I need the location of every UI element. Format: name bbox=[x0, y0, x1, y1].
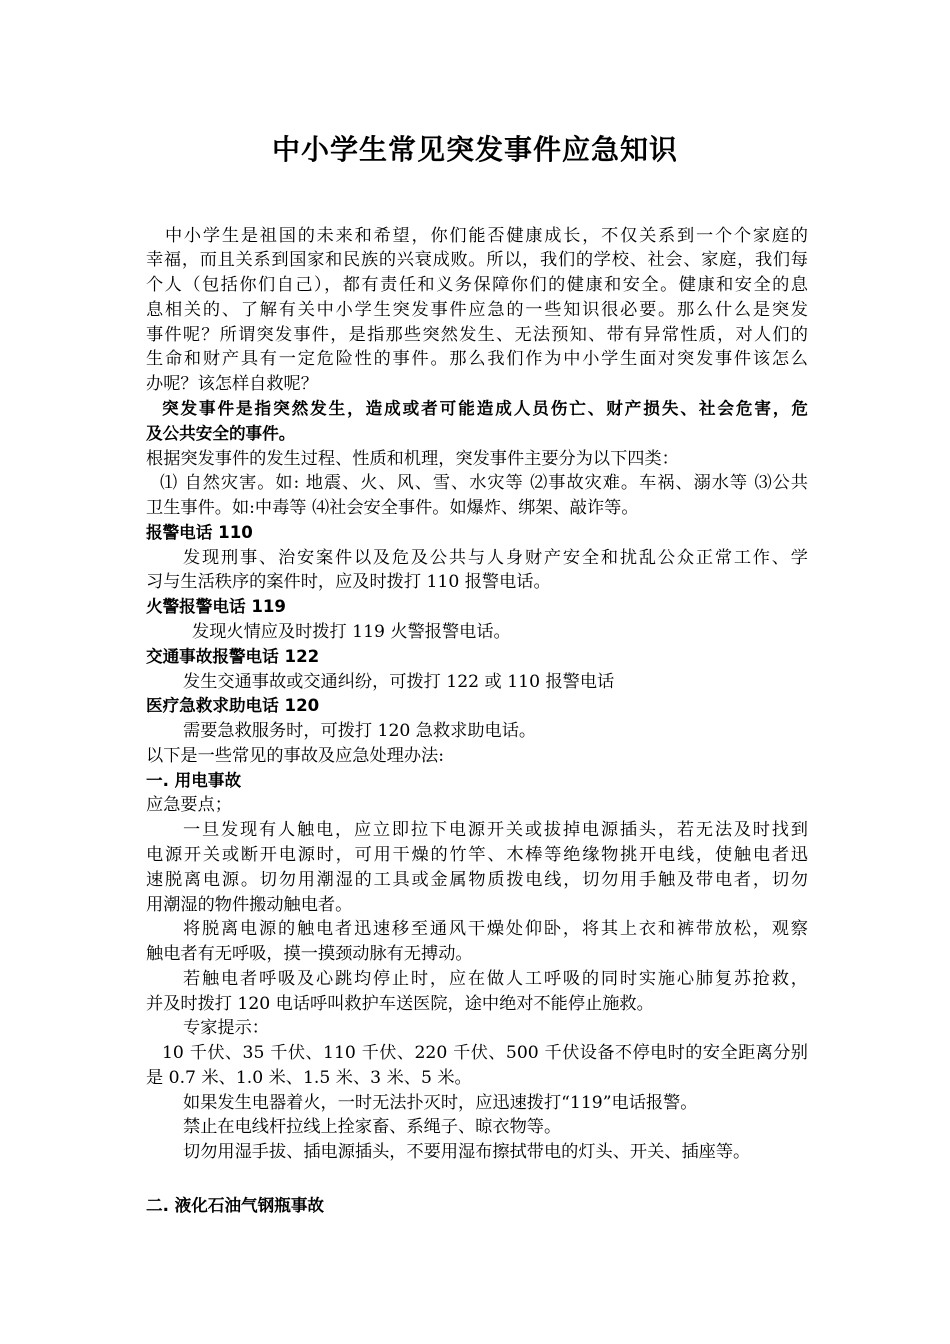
expert-text: 是 0.7 米、1.0 米、1.5 米、3 米、5 米。 bbox=[146, 1068, 472, 1088]
expert-label: 专家提示： bbox=[183, 1018, 269, 1038]
fire-text: 发现火情应及时拨打 119 火警报警电话。 bbox=[192, 622, 511, 642]
expert-text: 10 千伏、35 千伏、110 千伏、220 千伏、500 千伏设备不停电时的安全距离分别 bbox=[162, 1043, 808, 1063]
medical-heading: 医疗急救求助电话 120 bbox=[146, 696, 320, 715]
expert-text: 禁止在电线杆拉线上拴家畜、系绳子、晾衣物等。 bbox=[183, 1117, 562, 1137]
definition-line: 突发事件是指突然发生，造成或者可能造成人员伤亡、财产损失、社会危害，危 bbox=[162, 399, 808, 418]
intro-line: 生命和财产具有一定危险性的事件。那么我们作为中小学生面对突发事件该怎么 bbox=[146, 349, 808, 369]
section-1-text: 速脱离电源。切勿用潮湿的工具或金属物质拨电线，切勿用手触及带电者，切勿 bbox=[146, 870, 808, 890]
intro-line: 中小学生是祖国的未来和希望，你们能否健康成长，不仅关系到一个个家庭的 bbox=[146, 226, 808, 246]
section-1-key: 应急要点； bbox=[146, 795, 232, 815]
intro-line: 息相关的、了解有关中小学生突发事件应急的一些知识很必要。那么什么是突发 bbox=[146, 300, 808, 320]
section-1-text: 将脱离电源的触电者迅速移至通风干燥处仰卧，将其上衣和裤带放松，观察 bbox=[183, 919, 808, 939]
traffic-heading: 交通事故报警电话 122 bbox=[146, 647, 320, 666]
classification-line: ⑴ 自然灾害。如: 地震、火、风、雪、水灾等 ⑵事故灾难。车祸、溺水等 ⑶公共 bbox=[160, 473, 808, 493]
section-1-text: 用潮湿的物件搬动触电者。 bbox=[146, 895, 353, 915]
expert-text: 如果发生电器着火，一时无法扑灭时，应迅速拨打“119”电话报警。 bbox=[183, 1093, 698, 1113]
expert-text: 切勿用湿手拔、插电源插头，不要用湿布擦拭带电的灯头、开关、插座等。 bbox=[183, 1142, 751, 1162]
intro-line: 幸福，而且关系到国家和民族的兴衰成败。所以，我们的学校、社会、家庭，我们每 bbox=[146, 250, 808, 270]
section-1-text: 若触电者呼吸及心跳均停止时，应在做人工呼吸的同时实施心肺复苏抢救， bbox=[183, 969, 808, 989]
police-heading: 报警电话 110 bbox=[146, 523, 253, 542]
classification-line: 卫生事件。如:中毒等 ⑷社会安全事件。如爆炸、绑架、敲诈等。 bbox=[146, 498, 639, 518]
intro-line: 事件呢？所谓突发事件，是指那些突然发生、无法预知、带有异常性质，对人们的 bbox=[146, 325, 808, 345]
section-1-heading: 一. 用电事故 bbox=[146, 771, 242, 790]
section-2-heading: 二. 液化石油气钢瓶事故 bbox=[146, 1196, 325, 1215]
intro-line: 个人（包括你们自己），都有责任和义务保障你们的健康和安全。健康和安全的息 bbox=[146, 275, 808, 295]
section-1-text: 并及时拨打 120 电话呼叫救护车送医院，途中绝对不能停止施救。 bbox=[146, 994, 654, 1014]
medical-text: 需要急救服务时，可拨打 120 急救求助电话。 bbox=[183, 721, 537, 741]
page-title: 中小学生常见突发事件应急知识 bbox=[271, 133, 678, 166]
section-1-text: 触电者有无呼吸，摸一摸颈动脉有无搏动。 bbox=[146, 944, 473, 964]
intro-line: 办呢？该怎样自救呢？ bbox=[146, 374, 318, 394]
definition-line: 及公共安全的事件。 bbox=[146, 424, 296, 443]
classification-intro: 根据突发事件的发生过程、性质和机理，突发事件主要分为以下四类： bbox=[146, 449, 679, 469]
fire-heading: 火警报警电话 119 bbox=[146, 597, 286, 616]
common-intro: 以下是一些常见的事故及应急处理办法: bbox=[146, 746, 444, 766]
police-text: 发现刑事、治安案件以及危及公共与人身财产安全和扰乱公众正常工作、学 bbox=[183, 548, 808, 568]
section-1-text: 一旦发现有人触电，应立即拉下电源开关或拔掉电源插头，若无法及时找到 bbox=[183, 820, 808, 840]
police-text: 习与生活秩序的案件时，应及时拨打 110 报警电话。 bbox=[146, 572, 551, 592]
section-1-text: 电源开关或断开电源时，可用干燥的竹竿、木棒等绝缘物挑开电线，使触电者迅 bbox=[146, 845, 808, 865]
traffic-text: 发生交通事故或交通纠纷，可拨打 122 或 110 报警电话 bbox=[183, 672, 615, 692]
